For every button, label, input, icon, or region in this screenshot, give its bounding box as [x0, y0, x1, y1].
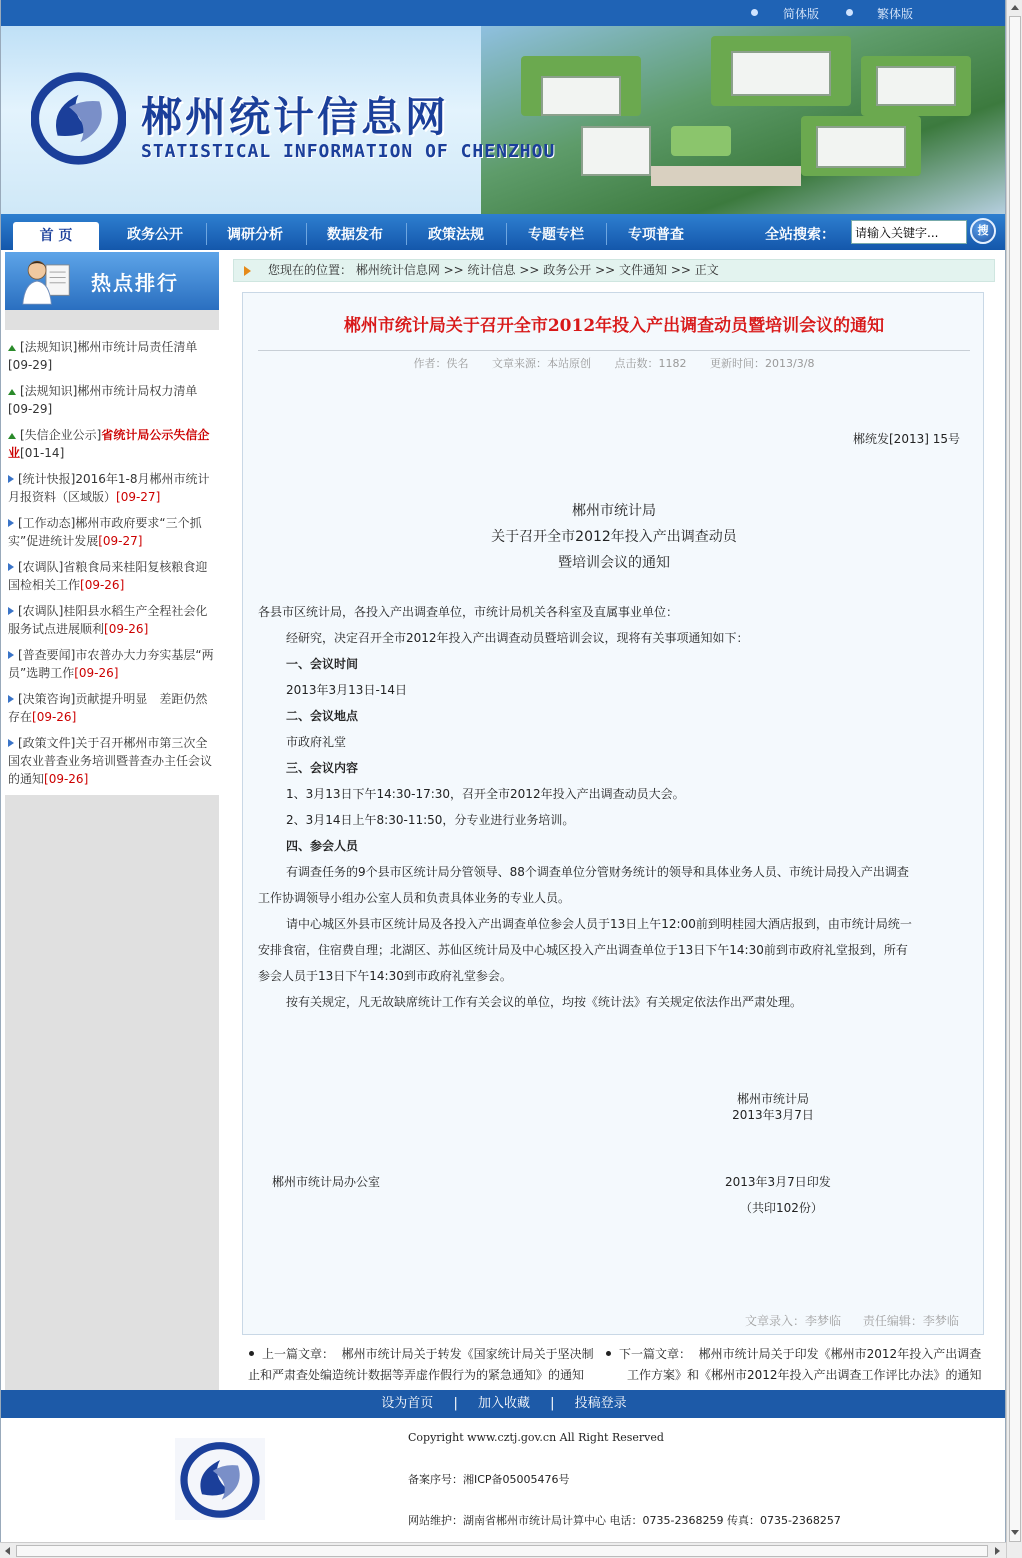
article-title: 郴州市统计局关于召开全市2012年投入产出调查动员暨培训会议的通知: [343, 316, 885, 336]
nav-item-policy[interactable]: 政策法规: [428, 227, 484, 243]
search-label: 全站搜索：: [765, 227, 835, 243]
campus-aerial-image: [481, 26, 1006, 214]
next-article-link[interactable]: 下一篇文章： 郴州市统计局关于印发《郴州市2012年投入产出调查 工作方案》和《郴州市2012年投入产出调查工作评比办法》的通知: [598, 1344, 988, 1386]
source: 文章来源：本站原创: [492, 357, 592, 370]
section-title: 一、会议时间: [286, 657, 359, 671]
separator: |: [453, 1396, 458, 1411]
main-nav: [1, 214, 1006, 250]
salutation: 各县市区统计局，各投入产出调查单位，市统计局机关各科室及直属事业单位：: [258, 605, 679, 619]
scroll-left-icon[interactable]: [5, 1547, 10, 1555]
section-body: 工作协调领导小组办公室人员和负责具体业务的专业人员。: [258, 891, 571, 905]
author: 作者：佚名: [413, 357, 469, 370]
issuing-office: 郴州市统计局办公室: [272, 1175, 381, 1189]
article-footer: [745, 1312, 959, 1329]
doc-heading: 郴州市统计局 关于召开全市2012年投入产出调查动员 暨培训会议的通知: [491, 503, 737, 571]
intro: 经研究，决定召开全市2012年投入产出调查动员暨培训会议，现将有关事项通知如下：: [286, 631, 749, 645]
list-item[interactable]: [决策咨询]贡献提升明显 差距仍然存在[09-26]: [8, 692, 208, 724]
bullet-icon: [249, 1351, 254, 1356]
list-item[interactable]: [政策文件]关于召开郴州市第三次全国农业普查业务培训暨普查办主任会议的通知[09-26]: [8, 736, 213, 786]
article: [242, 292, 984, 1335]
footer: [1, 1418, 1006, 1558]
site-banner: [1, 26, 1006, 214]
set-homepage-link[interactable]: 设为首页: [381, 1396, 434, 1411]
hot-list: [5, 330, 219, 795]
breadcrumb-text[interactable]: 您现在的位置： 郴州统计信息网 >> 统计信息 >> 政务公开 >> 文件通知 >> 正文: [268, 263, 719, 277]
section-title: 四、参会人员: [286, 839, 359, 853]
nav-item-data-release[interactable]: 数据发布: [327, 227, 383, 243]
list-item[interactable]: [失信企业公示]省统计局公示失信企业[01-14]: [8, 428, 210, 460]
site-title: 郴州统计信息网: [141, 93, 449, 141]
add-favorite-link[interactable]: 加入收藏: [477, 1396, 530, 1411]
entry-by: 文章录入：李梦临: [745, 1314, 842, 1328]
nav-item-gov-affairs[interactable]: 政务公开: [127, 227, 183, 243]
scroll-right-icon[interactable]: [995, 1547, 1000, 1555]
divider: [258, 350, 970, 351]
sidebar: [5, 252, 219, 1390]
scroll-up-icon[interactable]: [1011, 5, 1019, 10]
scroll-thumb[interactable]: [1009, 16, 1021, 1542]
article-meta: [243, 355, 985, 371]
list-item[interactable]: [普查要闻]市农普办大力夯实基层“两员”选聘工作[09-26]: [8, 648, 214, 680]
nav-item-census[interactable]: 专项普查: [628, 227, 684, 243]
search-button[interactable]: 搜: [970, 218, 996, 244]
update-time: 更新时间：2013/3/8: [710, 357, 815, 370]
print-date: 2013年3月7日印发: [725, 1175, 831, 1189]
arrow-icon: [244, 266, 251, 276]
section-body: 2、3月14日上午8:30-11:50，分专业进行业务培训。: [286, 813, 575, 827]
scroll-down-icon[interactable]: [1011, 1530, 1019, 1535]
section-body: 安排食宿，住宿费自理；北湖区、苏仙区统计局及中心城区投入产出调查单位于13日下午14:30前到市政府礼堂报到，所有: [258, 943, 908, 957]
sidebar-title: 热点排行: [91, 271, 179, 295]
vertical-scrollbar[interactable]: [1006, 0, 1022, 1558]
scroll-thumb[interactable]: [16, 1545, 988, 1557]
click-count: 点击数：1182: [614, 357, 687, 370]
signature: 郴州市统计局 2013年3月7日: [732, 1092, 814, 1122]
search-input[interactable]: [851, 220, 967, 244]
list-item[interactable]: [农调队]桂阳县水稻生产全程社会化服务试点进展顺利[09-26]: [8, 604, 208, 636]
copyright: Copyright www.cztj.gov.cn All Right Reserved: [408, 1431, 664, 1444]
section-body: 按有关规定，凡无故缺席统计工作有关会议的单位，均按《统计法》有关规定依法作出严肃处理。: [286, 995, 803, 1009]
copies: （共印102份）: [740, 1201, 823, 1215]
section-body: 1、3月13日下午14:30-17:30，召开全市2012年投入产出调查动员大会。: [286, 787, 685, 801]
separator: |: [550, 1396, 555, 1411]
list-item[interactable]: [统计快报]2016年1-8月郴州市统计月报资料（区域版）[09-27]: [8, 472, 210, 504]
icp-number: 备案序号：湘ICP备05005476号: [408, 1473, 570, 1486]
nav-item-home[interactable]: 首 页: [13, 222, 99, 250]
bullet-icon: [606, 1351, 611, 1356]
bullet-icon: [751, 9, 758, 16]
submit-login-link[interactable]: 投稿登录: [574, 1396, 627, 1411]
simplified-link[interactable]: 简体版: [783, 7, 820, 21]
person-icon: [19, 256, 73, 306]
section-body: 请中心城区外县市区统计局及各投入产出调查单位参会人员于13日上午12:00前到明桂园大酒店报到，由市统计局统一: [286, 917, 912, 931]
horizontal-scrollbar[interactable]: [0, 1542, 1006, 1558]
section-body: 有调查任务的9个县市区统计局分管领导、88个调查单位分管财务统计的领导和具体业务人员、市统计局投入产出调查: [286, 865, 909, 879]
prev-article-link[interactable]: 上一篇文章： 郴州市统计局关于转发《国家统计局关于坚决制 止和严肃查处编造统计数据等弄虚作假行为的紧急通知》的通知: [248, 1347, 594, 1382]
section-body: 参会人员于13日下午14:30到市政府礼堂参会。: [258, 969, 512, 983]
bullet-icon: [846, 9, 853, 16]
language-bar: [1, 0, 1006, 26]
maintenance-info: 网站维护：湖南省郴州市统计局计算中心 电话：0735-2368259 传真：0735-2368257: [408, 1514, 841, 1527]
list-item[interactable]: [法规知识]郴州市统计局权力清单 [09-29]: [8, 384, 198, 416]
sidebar-header: [5, 252, 219, 310]
section-title: 二、会议地点: [286, 709, 359, 723]
section-body: 市政府礼堂: [286, 735, 347, 749]
list-item[interactable]: [农调队]省粮食局来桂阳复核粮食迎国检相关工作[09-26]: [8, 560, 208, 592]
nav-item-research[interactable]: 调研分析: [227, 227, 283, 243]
bottom-link-bar: [1, 1390, 1006, 1418]
section-body: 2013年3月13日-14日: [286, 683, 408, 697]
editor: 责任编辑：李梦临: [862, 1314, 959, 1328]
footer-logo-icon: [175, 1438, 265, 1520]
breadcrumb: [233, 259, 995, 282]
site-subtitle: STATISTICAL INFORMATION OF CHENZHOU: [141, 141, 556, 162]
traditional-link[interactable]: 繁体版: [877, 7, 914, 21]
nav-item-topics[interactable]: 专题专栏: [528, 227, 584, 243]
list-item[interactable]: [法规知识]郴州市统计局责任清单 [09-29]: [8, 340, 198, 372]
list-item[interactable]: [工作动态]郴州市政府要求“三个抓实”促进统计发展[09-27]: [8, 516, 202, 548]
site-logo-icon: [31, 71, 126, 166]
section-title: 三、会议内容: [286, 761, 359, 775]
doc-number: 郴统发[2013] 15号: [853, 432, 960, 446]
